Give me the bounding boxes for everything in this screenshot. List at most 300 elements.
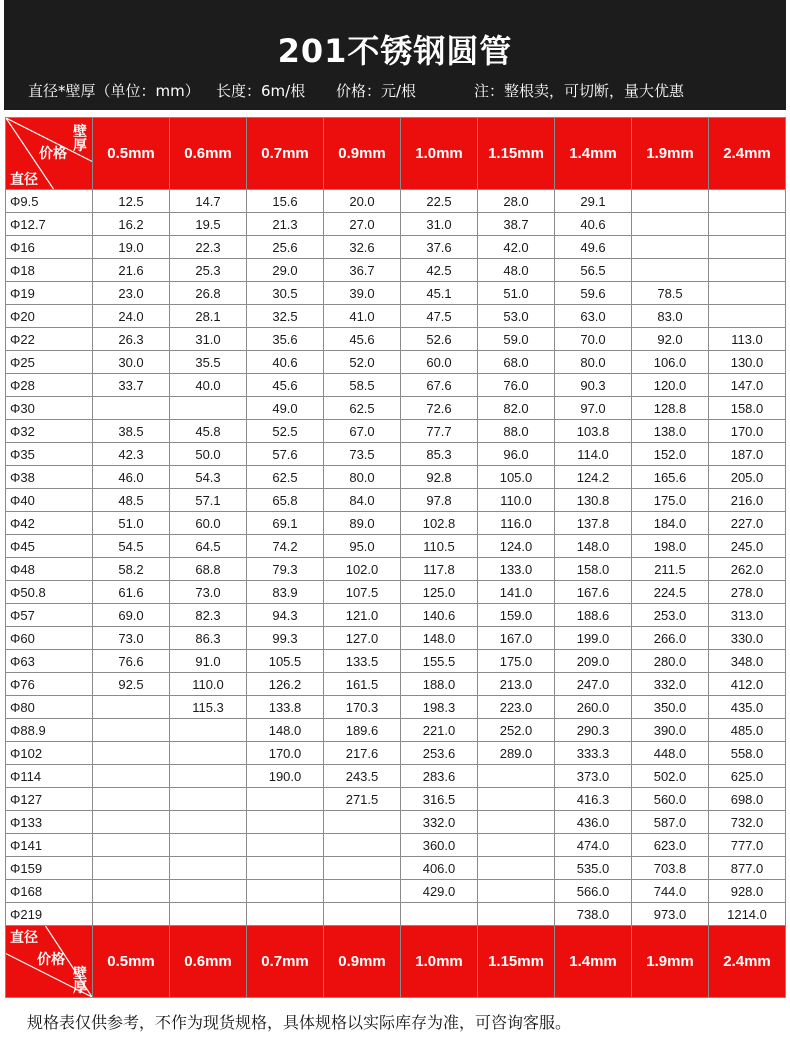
price-cell: 158.0 [555,558,632,581]
footer-corner-cell [6,926,93,998]
price-cell: 31.0 [401,213,478,236]
footer-thickness-cell: 0.7mm [247,926,324,998]
price-cell: 25.3 [170,259,247,282]
price-cell [170,788,247,811]
price-cell: 130.0 [709,351,786,374]
diameter-cell: Φ63 [6,650,93,673]
diameter-cell: Φ80 [6,696,93,719]
price-cell [247,788,324,811]
price-cell: 217.6 [324,742,401,765]
table-row [6,696,786,719]
price-cell: 40.6 [555,213,632,236]
price-cell: 247.0 [555,673,632,696]
diameter-cell: Φ22 [6,328,93,351]
price-cell: 105.0 [478,466,555,489]
diameter-cell: Φ38 [6,466,93,489]
price-cell [632,236,709,259]
price-cell: 184.0 [632,512,709,535]
price-cell: 21.6 [93,259,170,282]
diameter-cell: Φ19 [6,282,93,305]
price-cell: 85.3 [401,443,478,466]
header-thickness-cell: 0.5mm [93,118,170,190]
price-cell: 316.5 [401,788,478,811]
price-cell: 121.0 [324,604,401,627]
header-thickness-cell: 0.6mm [170,118,247,190]
price-cell [170,719,247,742]
price-cell [93,811,170,834]
price-cell: 92.0 [632,328,709,351]
price-cell [170,903,247,926]
price-cell: 99.3 [247,627,324,650]
price-cell: 125.0 [401,581,478,604]
price-cell [632,213,709,236]
price-cell: 148.0 [401,627,478,650]
price-cell: 30.5 [247,282,324,305]
price-cell: 61.6 [93,581,170,604]
price-cell: 76.0 [478,374,555,397]
header-banner [4,0,786,110]
table-row [6,788,786,811]
price-cell: 502.0 [632,765,709,788]
price-cell [324,834,401,857]
price-cell: 348.0 [709,650,786,673]
price-cell: 260.0 [555,696,632,719]
footer-thickness-cell: 1.4mm [555,926,632,998]
price-cell: 27.0 [324,213,401,236]
price-cell: 283.6 [401,765,478,788]
price-cell: 45.8 [170,420,247,443]
price-cell: 94.3 [247,604,324,627]
price-cell: 698.0 [709,788,786,811]
price-cell: 19.0 [93,236,170,259]
table-row [6,765,786,788]
price-cell: 188.6 [555,604,632,627]
price-cell: 253.0 [632,604,709,627]
price-cell: 90.3 [555,374,632,397]
price-cell: 187.0 [709,443,786,466]
price-cell [632,190,709,213]
table-header-row [6,118,786,190]
table-row [6,489,786,512]
price-cell: 245.0 [709,535,786,558]
price-cell: 31.0 [170,328,247,351]
price-cell [478,788,555,811]
price-cell [478,765,555,788]
price-cell: 74.2 [247,535,324,558]
footer-thickness-cell: 2.4mm [709,926,786,998]
diameter-cell: Φ88.9 [6,719,93,742]
diameter-cell: Φ12.7 [6,213,93,236]
price-cell: 140.6 [401,604,478,627]
price-cell: 69.1 [247,512,324,535]
price-cell: 224.5 [632,581,709,604]
price-cell: 198.3 [401,696,478,719]
price-cell: 30.0 [93,351,170,374]
price-cell: 73.0 [170,581,247,604]
table-row [6,558,786,581]
price-cell: 124.2 [555,466,632,489]
corner-wall-label: 壁厚 [73,123,87,153]
price-cell: 252.0 [478,719,555,742]
price-cell: 52.5 [247,420,324,443]
price-cell: 141.0 [478,581,555,604]
price-cell: 777.0 [709,834,786,857]
price-cell: 170.3 [324,696,401,719]
price-cell: 33.7 [93,374,170,397]
price-cell: 436.0 [555,811,632,834]
price-cell: 83.9 [247,581,324,604]
price-cell: 103.8 [555,420,632,443]
diameter-cell: Φ20 [6,305,93,328]
price-cell: 60.0 [401,351,478,374]
corner-price-label: 价格 [39,145,67,161]
price-cell: 625.0 [709,765,786,788]
price-cell: 205.0 [709,466,786,489]
price-cell [478,834,555,857]
price-cell [709,282,786,305]
footer-corner-diameter-label: 直径 [10,929,38,945]
price-cell: 88.0 [478,420,555,443]
price-cell [93,857,170,880]
diameter-cell: Φ219 [6,903,93,926]
price-cell: 137.8 [555,512,632,535]
price-cell [93,696,170,719]
price-cell: 52.6 [401,328,478,351]
price-cell: 390.0 [632,719,709,742]
price-cell: 64.5 [170,535,247,558]
price-cell [709,305,786,328]
price-cell: 330.0 [709,627,786,650]
price-cell: 165.6 [632,466,709,489]
price-cell [478,857,555,880]
price-cell: 42.0 [478,236,555,259]
price-cell: 45.1 [401,282,478,305]
footer-thickness-cell: 0.9mm [324,926,401,998]
price-cell: 189.6 [324,719,401,742]
price-cell: 148.0 [247,719,324,742]
price-cell: 28.1 [170,305,247,328]
price-cell: 45.6 [247,374,324,397]
price-cell: 558.0 [709,742,786,765]
price-cell: 58.2 [93,558,170,581]
price-cell: 221.0 [401,719,478,742]
disclaimer-note: 规格表仅供参考，不作为现货规格，具体规格以实际库存为准，可咨询客服。 [27,1013,572,1032]
price-cell: 84.0 [324,489,401,512]
price-cell: 373.0 [555,765,632,788]
price-cell: 1214.0 [709,903,786,926]
price-cell: 80.0 [324,466,401,489]
price-cell: 37.6 [401,236,478,259]
price-cell: 485.0 [709,719,786,742]
table-row [6,512,786,535]
footer-corner-price-label: 价格 [37,951,65,967]
price-cell: 107.5 [324,581,401,604]
header-thickness-cell: 0.7mm [247,118,324,190]
price-cell: 110.0 [170,673,247,696]
price-cell: 19.5 [170,213,247,236]
price-cell: 60.0 [170,512,247,535]
price-cell: 360.0 [401,834,478,857]
price-cell: 95.0 [324,535,401,558]
price-cell: 133.0 [478,558,555,581]
header-thickness-cell: 1.0mm [401,118,478,190]
price-cell: 68.8 [170,558,247,581]
price-cell [478,811,555,834]
diameter-cell: Φ133 [6,811,93,834]
price-cell [401,903,478,926]
price-cell: 406.0 [401,857,478,880]
price-cell: 26.3 [93,328,170,351]
price-cell: 45.6 [324,328,401,351]
price-cell: 49.6 [555,236,632,259]
diameter-cell: Φ127 [6,788,93,811]
table-footer-row [6,926,786,998]
price-cell: 24.0 [93,305,170,328]
price-cell: 130.8 [555,489,632,512]
footer-thickness-cell: 0.5mm [93,926,170,998]
price-cell: 36.7 [324,259,401,282]
price-cell: 38.7 [478,213,555,236]
price-cell: 92.5 [93,673,170,696]
table-row [6,811,786,834]
price-cell: 89.0 [324,512,401,535]
price-cell: 77.7 [401,420,478,443]
price-cell: 62.5 [247,466,324,489]
price-cell: 106.0 [632,351,709,374]
price-cell: 412.0 [709,673,786,696]
price-cell: 133.5 [324,650,401,673]
price-cell: 25.6 [247,236,324,259]
price-cell: 350.0 [632,696,709,719]
footer-thickness-cell: 1.9mm [632,926,709,998]
price-cell [170,834,247,857]
price-cell [93,397,170,420]
diameter-cell: Φ35 [6,443,93,466]
price-cell: 79.3 [247,558,324,581]
price-cell [170,857,247,880]
price-cell [478,903,555,926]
table-body [6,190,786,926]
diameter-cell: Φ32 [6,420,93,443]
diameter-cell: Φ9.5 [6,190,93,213]
price-cell: 266.0 [632,627,709,650]
price-cell: 72.6 [401,397,478,420]
price-cell [93,903,170,926]
price-cell: 15.6 [247,190,324,213]
price-cell [324,857,401,880]
price-cell: 97.8 [401,489,478,512]
price-cell: 48.0 [478,259,555,282]
table-row [6,236,786,259]
price-cell [247,903,324,926]
diameter-cell: Φ30 [6,397,93,420]
price-cell: 124.0 [478,535,555,558]
price-cell: 40.6 [247,351,324,374]
diameter-cell: Φ25 [6,351,93,374]
price-cell [93,834,170,857]
price-cell [709,213,786,236]
price-cell [324,903,401,926]
price-cell: 40.0 [170,374,247,397]
table-row [6,604,786,627]
price-cell: 167.6 [555,581,632,604]
price-cell: 23.0 [93,282,170,305]
price-cell: 114.0 [555,443,632,466]
price-cell: 102.0 [324,558,401,581]
price-cell: 62.5 [324,397,401,420]
price-cell: 973.0 [632,903,709,926]
price-cell: 170.0 [709,420,786,443]
price-cell: 560.0 [632,788,709,811]
price-cell: 78.5 [632,282,709,305]
price-cell [93,788,170,811]
price-cell: 110.0 [478,489,555,512]
price-cell: 28.0 [478,190,555,213]
table-row [6,443,786,466]
price-cell [478,880,555,903]
price-cell: 12.5 [93,190,170,213]
header-thickness-cell: 2.4mm [709,118,786,190]
diameter-cell: Φ18 [6,259,93,282]
price-cell: 53.0 [478,305,555,328]
footer-thickness-cell: 0.6mm [170,926,247,998]
price-cell: 170.0 [247,742,324,765]
price-cell [170,765,247,788]
price-cell: 175.0 [632,489,709,512]
header-corner-cell [6,118,93,190]
price-cell: 271.5 [324,788,401,811]
price-cell: 63.0 [555,305,632,328]
diameter-cell: Φ48 [6,558,93,581]
price-cell: 57.6 [247,443,324,466]
price-cell: 429.0 [401,880,478,903]
table-row [6,673,786,696]
price-cell: 216.0 [709,489,786,512]
price-cell: 138.0 [632,420,709,443]
price-cell: 289.0 [478,742,555,765]
diameter-cell: Φ50.8 [6,581,93,604]
price-cell: 51.0 [93,512,170,535]
price-cell [93,765,170,788]
price-cell [247,811,324,834]
price-cell: 22.5 [401,190,478,213]
price-cell: 115.3 [170,696,247,719]
price-cell: 48.5 [93,489,170,512]
price-cell: 152.0 [632,443,709,466]
price-cell: 14.7 [170,190,247,213]
price-cell: 80.0 [555,351,632,374]
price-cell: 49.0 [247,397,324,420]
header-thickness-cell: 1.9mm [632,118,709,190]
price-cell: 102.8 [401,512,478,535]
price-cell [170,880,247,903]
price-cell: 167.0 [478,627,555,650]
diameter-cell: Φ102 [6,742,93,765]
table-row [6,880,786,903]
footer-corner-wall-label: 壁厚 [73,965,87,995]
price-cell: 76.6 [93,650,170,673]
price-cell: 738.0 [555,903,632,926]
footer-thickness-cell: 1.0mm [401,926,478,998]
price-cell [709,236,786,259]
price-cell [93,719,170,742]
diameter-cell: Φ159 [6,857,93,880]
price-cell: 105.5 [247,650,324,673]
price-cell: 227.0 [709,512,786,535]
price-cell: 158.0 [709,397,786,420]
table-row [6,719,786,742]
price-cell: 199.0 [555,627,632,650]
price-cell: 73.5 [324,443,401,466]
table-row [6,903,786,926]
price-cell: 148.0 [555,535,632,558]
table-row [6,420,786,443]
diameter-cell: Φ60 [6,627,93,650]
price-cell: 54.3 [170,466,247,489]
price-cell: 623.0 [632,834,709,857]
price-cell: 128.8 [632,397,709,420]
price-cell: 535.0 [555,857,632,880]
price-cell: 41.0 [324,305,401,328]
header-thickness-cell: 1.4mm [555,118,632,190]
price-table-container [5,117,785,1001]
price-cell: 35.6 [247,328,324,351]
price-cell: 117.8 [401,558,478,581]
price-cell: 110.5 [401,535,478,558]
price-cell: 198.0 [632,535,709,558]
price-cell [247,834,324,857]
price-cell: 566.0 [555,880,632,903]
price-cell: 262.0 [709,558,786,581]
price-cell: 32.5 [247,305,324,328]
table-row [6,374,786,397]
price-cell: 332.0 [401,811,478,834]
price-cell: 159.0 [478,604,555,627]
price-cell: 29.1 [555,190,632,213]
price-cell: 50.0 [170,443,247,466]
price-cell: 82.0 [478,397,555,420]
table-row [6,650,786,673]
price-cell: 51.0 [478,282,555,305]
price-cell: 92.8 [401,466,478,489]
table-row [6,397,786,420]
price-cell: 68.0 [478,351,555,374]
price-cell: 46.0 [93,466,170,489]
price-cell: 732.0 [709,811,786,834]
table-row [6,466,786,489]
price-cell: 38.5 [93,420,170,443]
price-cell: 22.3 [170,236,247,259]
price-cell: 120.0 [632,374,709,397]
diameter-cell: Φ45 [6,535,93,558]
price-cell: 209.0 [555,650,632,673]
price-cell: 96.0 [478,443,555,466]
price-cell: 161.5 [324,673,401,696]
price-cell: 16.2 [93,213,170,236]
price-cell [170,811,247,834]
price-cell: 97.0 [555,397,632,420]
price-cell [632,259,709,282]
table-row [6,581,786,604]
spec-unit-text: 直径*壁厚（单位：mm） [28,82,200,100]
diameter-cell: Φ57 [6,604,93,627]
price-cell: 52.0 [324,351,401,374]
corner-diameter-label: 直径 [10,171,38,187]
sales-note-text: 注：整根卖，可切断，量大优惠 [474,82,685,100]
table-row [6,259,786,282]
table-row [6,535,786,558]
price-cell: 42.5 [401,259,478,282]
